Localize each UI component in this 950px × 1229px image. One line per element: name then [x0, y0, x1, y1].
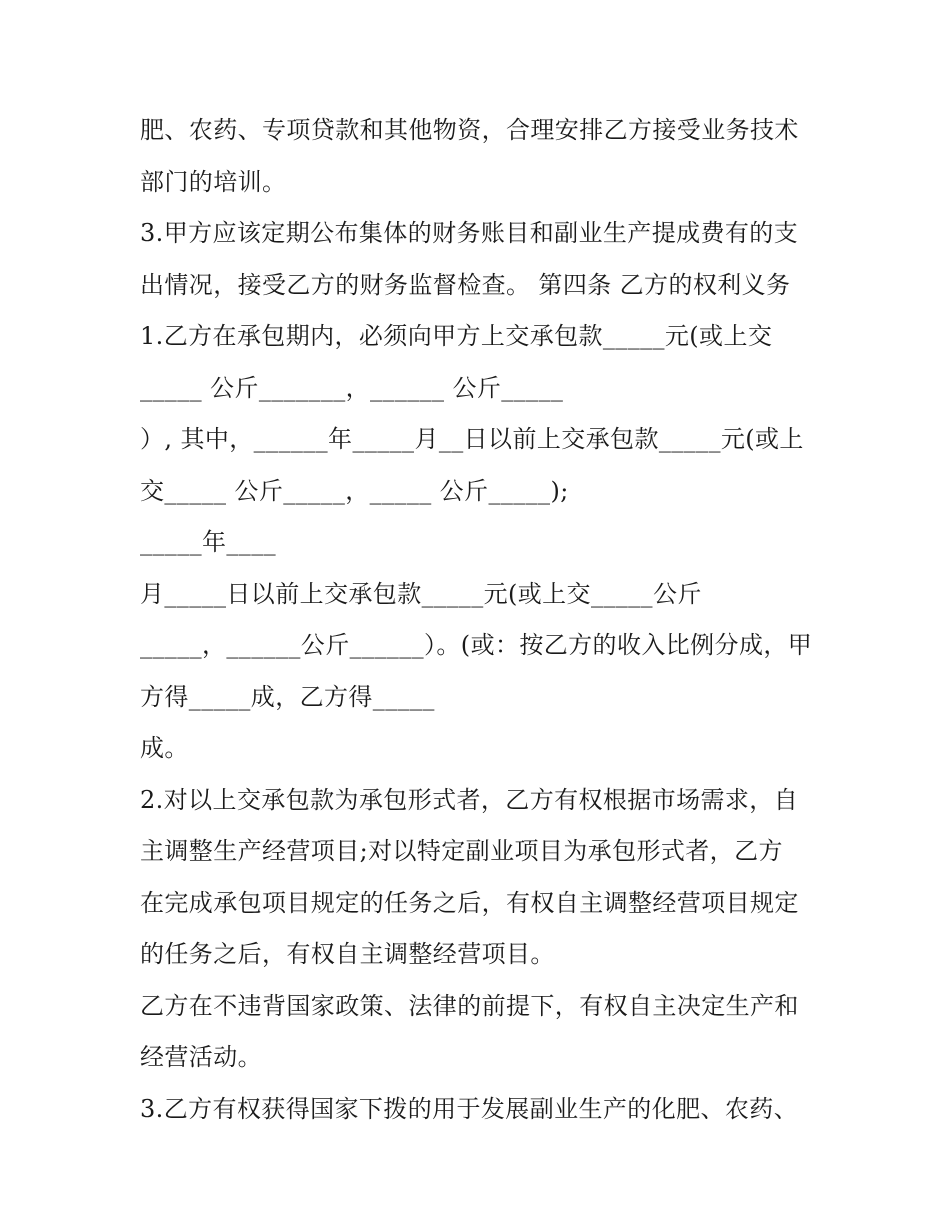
- text-line: 肥、农药、专项贷款和其他物资，合理安排乙方接受业务技术: [140, 116, 799, 144]
- text-line: _____ 公斤_______，______ 公斤_____: [140, 373, 564, 402]
- text-line: 1.乙方在承包期内，必须向甲方上交承包款_____元(或上交: [140, 322, 773, 350]
- text-line: 在完成承包项目规定的任务之后，有权自主调整经营项目规定: [140, 888, 799, 917]
- text-line: 乙方在不违背国家政策、法律的前提下，有权自主决定生产和: [140, 991, 799, 1020]
- text-line: 月_____日以前上交承包款_____元(或上交_____公斤: [140, 579, 702, 608]
- text-line: ）, 其中，______年_____月__日以前上交承包款_____元(或上: [140, 425, 804, 453]
- text-line: 主调整生产经营项目;对以特定副业项目为承包形式者，乙方: [140, 837, 783, 865]
- text-line: _____，______公斤______）。(或：按乙方的收入比例分成，甲: [140, 631, 813, 659]
- text-line: 经营活动。: [140, 1043, 262, 1071]
- text-line: 2.对以上交承包款为承包形式者，乙方有权根据市场需求，自: [140, 785, 799, 814]
- text-line: 3.乙方有权获得国家下拨的用于发展副业生产的化肥、农药、: [140, 1094, 799, 1123]
- text-line: 3.甲方应该定期公布集体的财务账目和副业生产提成费有的支: [140, 219, 799, 247]
- text-line: _____年____: [140, 528, 276, 556]
- text-line: 的任务之后，有权自主调整经营项目。: [140, 940, 555, 968]
- text-line: 方得_____成，乙方得_____: [140, 682, 435, 711]
- text-line: 交_____ 公斤_____，_____ 公斤_____);: [140, 476, 569, 505]
- text-line: 出情况，接受乙方的财务监督检查。 第四条 乙方的权利义务: [140, 270, 791, 299]
- text-line: 部门的培训。: [140, 167, 287, 196]
- text-line: 成。: [140, 734, 189, 762]
- contract-body-text: [140, 105, 830, 1135]
